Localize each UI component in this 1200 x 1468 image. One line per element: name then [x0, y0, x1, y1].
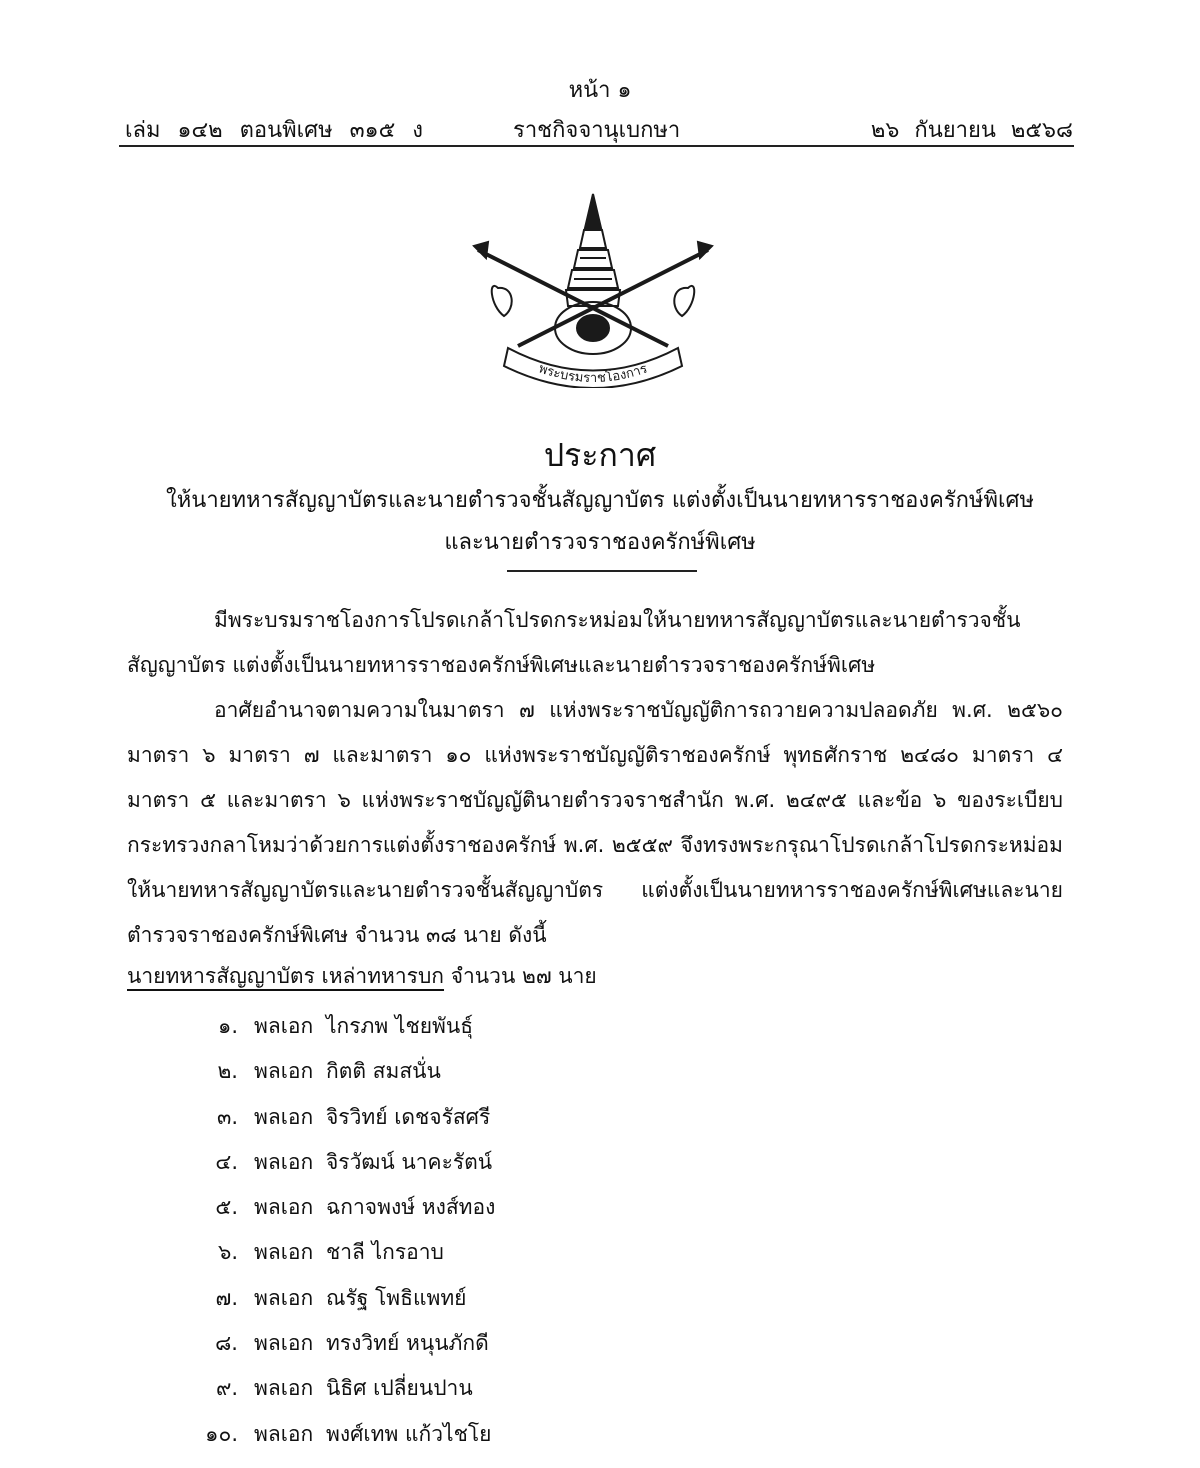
officer-rank: พลเอก	[254, 1104, 314, 1129]
officer-rank: พลเอก	[254, 1240, 314, 1265]
announcement-subtitle-line-1: ให้นายทหารสัญญาบัตรและนายตำรวจชั้นสัญญาบัตร แต่งตั้งเป็นนายทหารราชองครักษ์พิเศษ	[166, 488, 1034, 513]
officer-name: จิรวิทย์ เดชจรัสศรี	[326, 1104, 491, 1129]
officer-name: พงศ์เทพ แก้วไชโย	[326, 1421, 492, 1446]
officer-name: กิตติ สมสนั่น	[326, 1059, 441, 1084]
officer-name: ณรัฐ โพธิแพทย์	[326, 1285, 467, 1310]
officer-rank: พลเอก	[254, 1149, 314, 1174]
officer-name: จิรวัฒน์ นาคะรัตน์	[326, 1149, 493, 1174]
officer-group-heading	[127, 960, 597, 993]
officer-rank: พลเอก	[254, 1014, 314, 1038]
officer-name: ไกรภพ ไชยพันธุ์	[326, 1014, 474, 1038]
gazette-date: ๒๖ กันยายน ๒๕๖๘	[870, 118, 1073, 143]
officer-rank: พลเอก	[254, 1059, 314, 1084]
gazette-name: ราชกิจจานุเบกษา	[513, 118, 681, 143]
officer-name: ทรงวิทย์ หนุนภักดี	[326, 1331, 489, 1356]
body-paragraph-2: อาศัยอำนาจตามความในมาตรา ๗ แห่งพระราชบัญญัติการถวายความปลอดภัย พ.ศ. ๒๕๖๐ มาตรา ๖ มาตรา ๗ และมาตรา ๑๐ แห่งพระราชบัญญัติราชองครักษ์ พุทธศักราช ๒๔๘๐ มาตรา ๔ มาตรา ๕ และมาตรา ๖ แห่งพระราชบัญญัตินายตำรวจราชสำนัก พ.ศ. ๒๔๙๕ และข้อ ๖ ของระเบียบกระทรวงกลาโหมว่าด้วยการแต่งตั้งราชองครักษ์ พ.ศ. ๒๕๕๙ จึงทรงพระกรุณาโปรดเกล้าโปรดกระหม่อมให้นายทหารสัญญาบัตรและนายตำรวจชั้นสัญญาบัตร แต่งตั้งเป็นนายทหารราชองครักษ์พิเศษและนายตำรวจราชองครักษ์พิเศษ จำนวน ๓๘ นาย ดังนี้	[127, 698, 1063, 947]
officer-number: ๕.	[215, 1195, 238, 1220]
officer-number: ๑.	[217, 1014, 238, 1038]
title-divider	[507, 570, 697, 572]
officer-number: ๔.	[215, 1149, 238, 1174]
officer-number: ๖.	[217, 1240, 238, 1265]
officer-number: ๓.	[216, 1104, 238, 1129]
body-paragraph-1: มีพระบรมราชโองการโปรดเกล้าโปรดกระหม่อมให้นายทหารสัญญาบัตรและนายตำรวจชั้นสัญญาบัตร แต่งตั้งเป็นนายทหารราชองครักษ์พิเศษและนายตำรวจราชองครักษ์พิเศษ	[127, 608, 1021, 677]
officer-rank: พลเอก	[254, 1195, 314, 1220]
officer-name: นิธิศ เปลี่ยนปาน	[326, 1376, 473, 1401]
officer-rank: พลเอก	[254, 1376, 314, 1401]
officer-number: ๗.	[215, 1285, 238, 1310]
officer-number: ๒.	[217, 1059, 238, 1084]
announcement-subtitle-line-2: และนายตำรวจราชองครักษ์พิเศษ	[444, 530, 756, 555]
officer-number: ๑๐.	[205, 1421, 238, 1446]
officer-name: ชาลี ไกรอาบ	[326, 1240, 444, 1265]
officer-rank: พลเอก	[254, 1421, 314, 1446]
officer-name: ฉกาจพงษ์ หงส์ทอง	[326, 1195, 496, 1220]
officer-rank: พลเอก	[254, 1285, 314, 1310]
group-count: จำนวน ๒๗ นาย	[450, 964, 597, 988]
royal-command-emblem	[468, 188, 718, 388]
group-label: นายทหารสัญญาบัตร เหล่าทหารบก	[127, 964, 445, 988]
announcement-title: ประกาศ	[543, 436, 657, 474]
gazette-volume: เล่ม ๑๔๒ ตอนพิเศษ ๓๑๕ ง	[125, 118, 424, 143]
officer-number: ๘.	[215, 1331, 238, 1356]
officer-rank: พลเอก	[254, 1331, 314, 1356]
page-number: หน้า ๑	[568, 78, 632, 103]
officer-number: ๙.	[215, 1376, 238, 1401]
header-divider	[119, 145, 1074, 147]
emblem-caption: พระบรมราชโองการ	[536, 361, 650, 387]
